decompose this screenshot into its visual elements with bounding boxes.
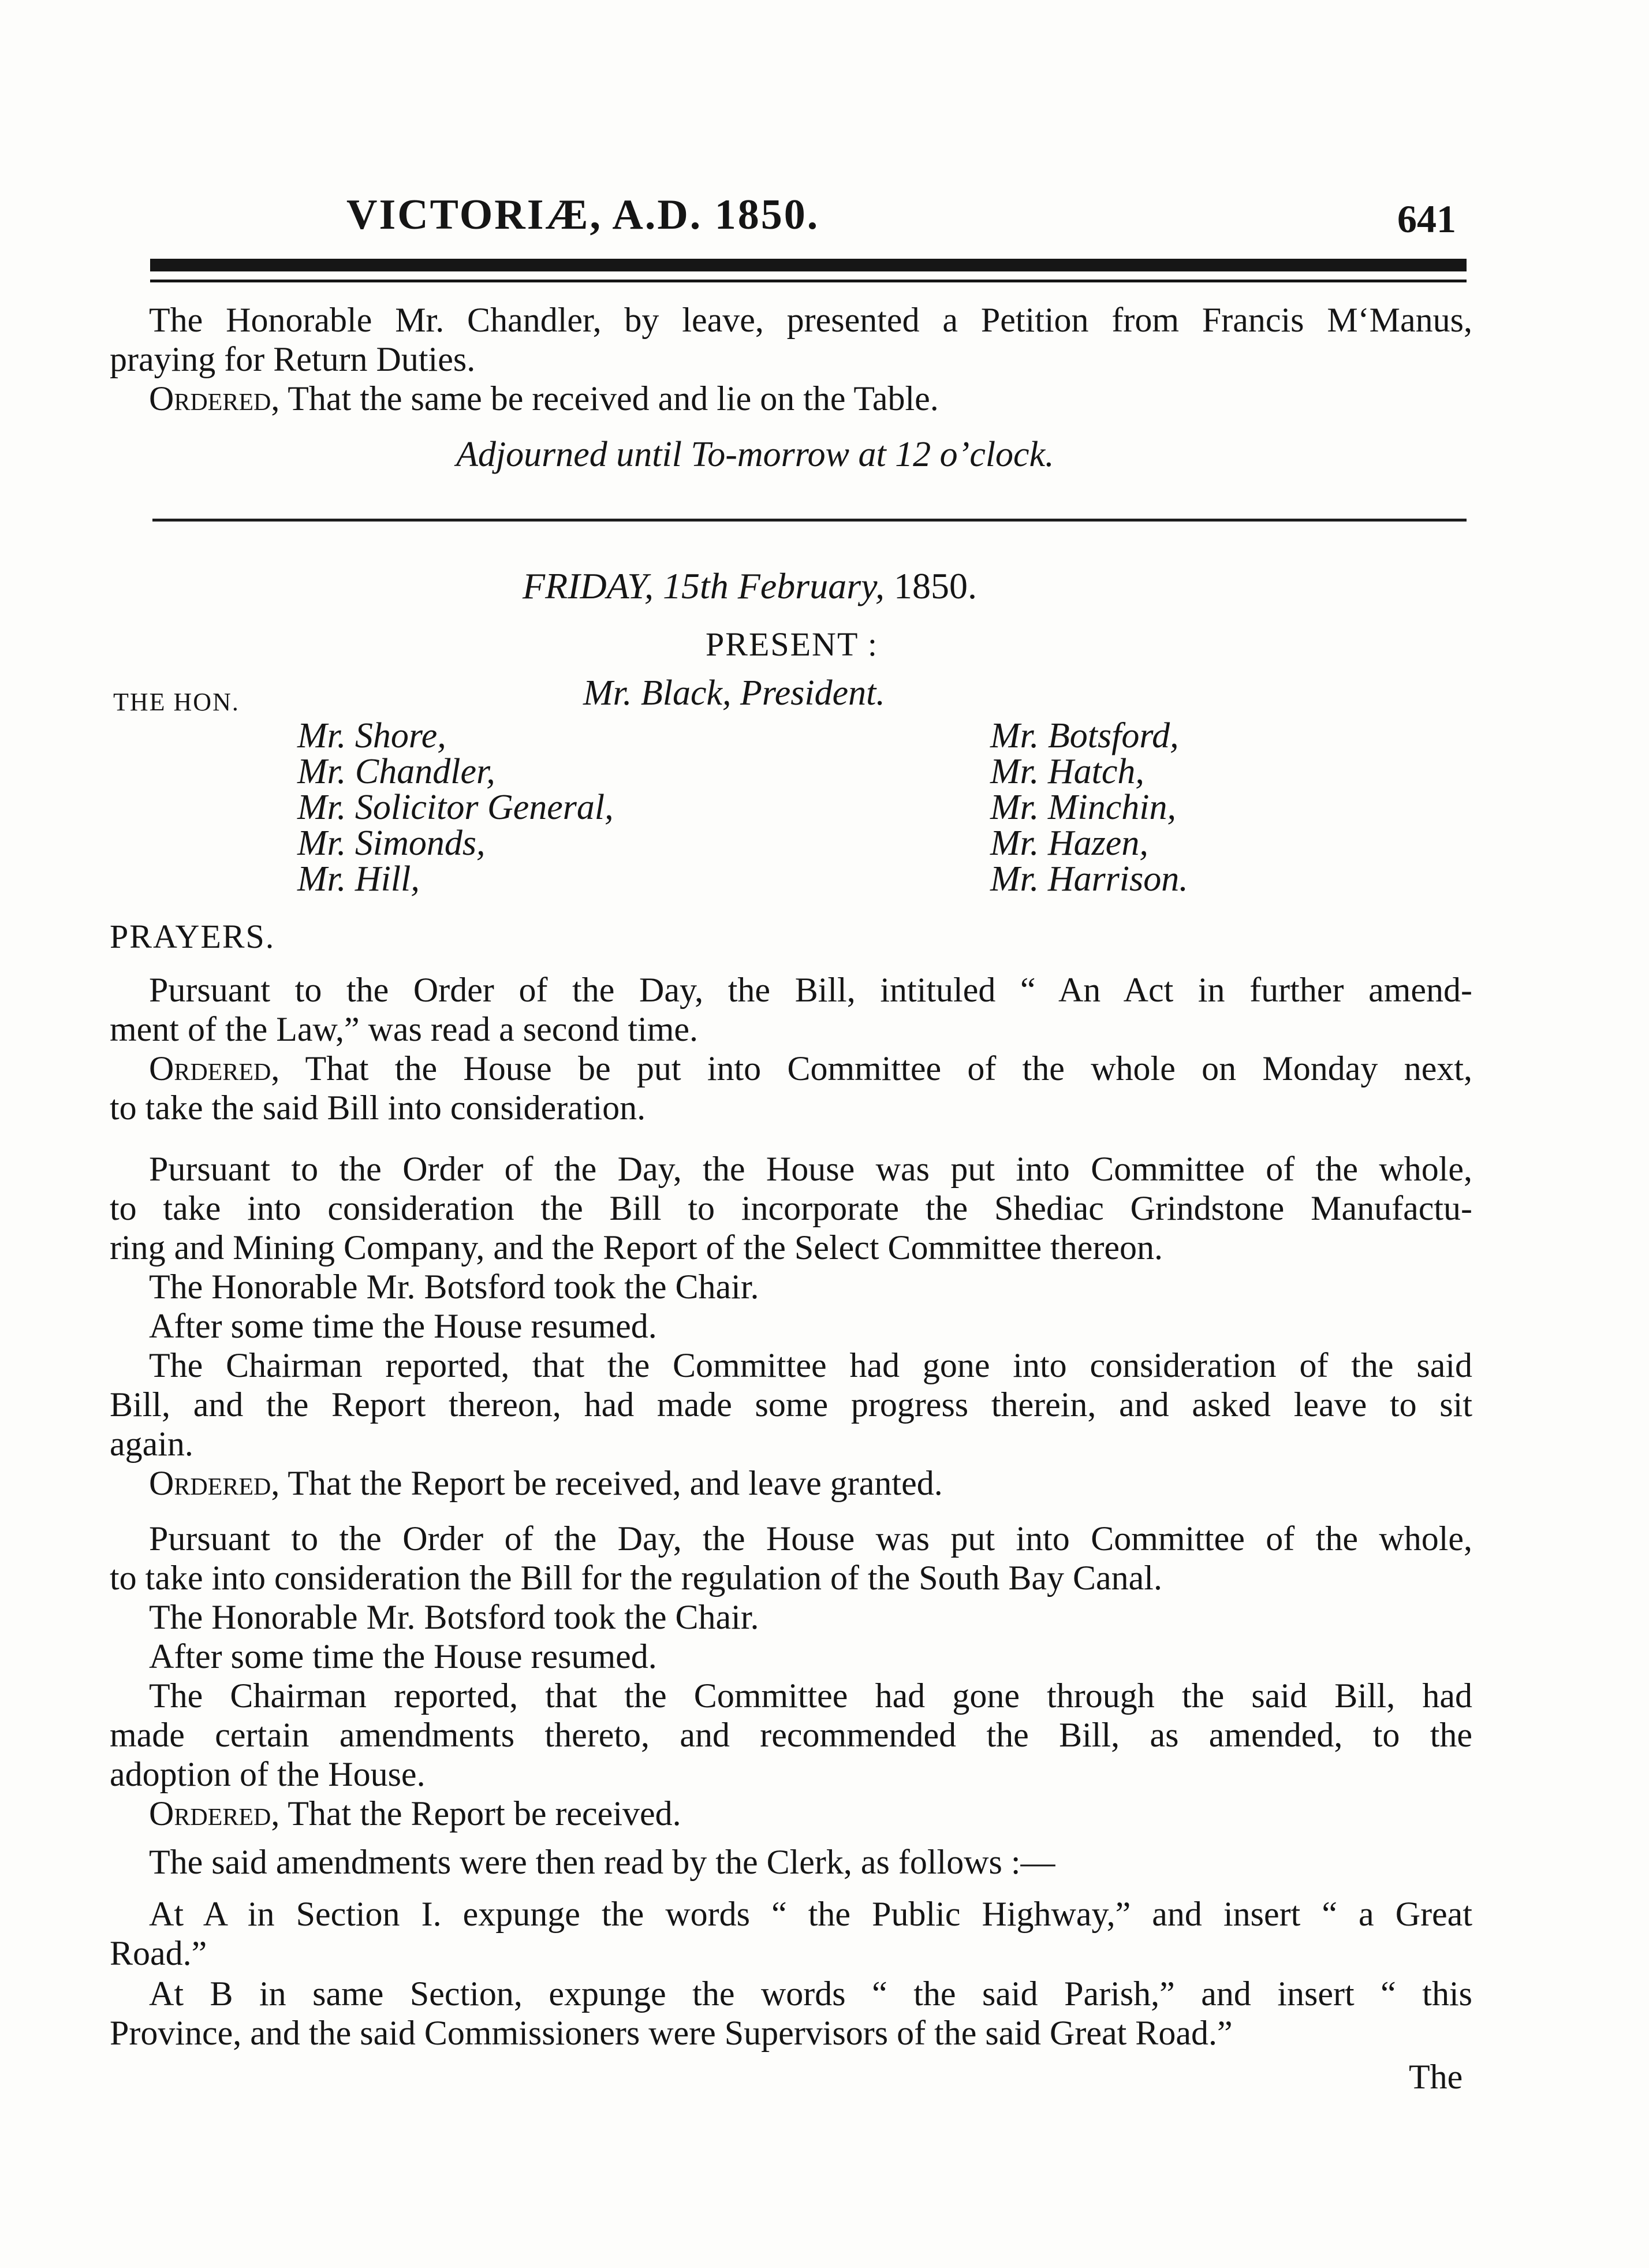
date-day: FRIDAY, — [523, 565, 654, 606]
member-left: Mr. Shore, — [297, 716, 446, 755]
text-line: Pursuant to the Order of the Day, the Bill, intituled “ An Act in further amend- — [149, 971, 1472, 1009]
text-line: praying for Return Duties. — [110, 340, 476, 378]
section-divider — [152, 519, 1467, 522]
text-line: After some time the House resumed. — [149, 1307, 657, 1345]
member-right: Mr. Hatch, — [990, 752, 1144, 791]
text-line: ment of the Law,” was read a second time. — [110, 1010, 699, 1048]
amendments-entry — [110, 1842, 1472, 1882]
amendment-a — [110, 1894, 1472, 1973]
text-line: The Chairman reported, that the Committee had gone through the said Bill, had — [149, 1677, 1472, 1715]
header-thick-rule — [150, 259, 1467, 271]
member-left: Mr. Hill, — [297, 859, 420, 899]
ordered-line — [110, 379, 1472, 418]
ordered-word: Ordered, — [149, 1049, 280, 1088]
sitting-date — [523, 565, 977, 608]
page-number: 641 — [1397, 197, 1456, 241]
text-line: The Honorable Mr. Botsford took the Chair. — [149, 1598, 759, 1636]
text-line: The Honorable Mr. Botsford took the Chair. — [149, 1268, 759, 1306]
member-right: Mr. Hazen, — [990, 824, 1148, 863]
running-head: VICTORIÆ, A.D. 1850. — [346, 191, 820, 239]
text-line: Bill, and the Report thereon, had made some progress therein, and asked leave to sit — [110, 1386, 1472, 1424]
text-line: Pursuant to the Order of the Day, the House was put into Committee of the whole, — [149, 1520, 1472, 1558]
member-right: Mr. Botsford, — [990, 716, 1179, 755]
adjournment-notice: Adjourned until To-morrow at 12 o’clock. — [456, 435, 1054, 474]
amendment-b — [110, 1974, 1472, 2053]
grindstone-committee-entry — [110, 1149, 1472, 1503]
text-line: Road.” — [110, 1934, 207, 1972]
date-year: 1850. — [884, 565, 977, 606]
member-right: Mr. Minchin, — [990, 788, 1177, 827]
opening-entry — [110, 300, 1472, 418]
text-line: After some time the House resumed. — [149, 1637, 657, 1675]
text-line: The Chairman reported, that the Committee had gone into consideration of the said — [149, 1346, 1472, 1384]
text-line: At B in same Section, expunge the words “ the said Parish,” and insert “ this — [149, 1975, 1472, 2013]
text-line: again. — [110, 1425, 193, 1463]
canal-committee-entry — [110, 1519, 1472, 1833]
president-name: Mr. Black, President. — [583, 673, 885, 713]
header-thin-rule — [150, 280, 1467, 282]
present-heading: PRESENT : — [706, 625, 878, 663]
ordered-line — [110, 1049, 1472, 1088]
date-rest: 15th February, — [654, 565, 885, 606]
text-line: ring and Mining Company, and the Report of the Select Committee thereon. — [110, 1228, 1163, 1267]
prayers-heading: PRAYERS. — [110, 918, 275, 955]
text-line: to take into consideration the Bill for the regulation of the South Bay Canal. — [110, 1559, 1162, 1597]
the-hon-label: THE HON. — [113, 688, 240, 716]
text-line: adoption of the House. — [110, 1755, 426, 1793]
ordered-word: Ordered, — [149, 1794, 280, 1833]
ordered-line — [110, 1794, 1472, 1833]
text-line: At A in Section I. expunge the words “ the Public Highway,” and insert “ a Great — [149, 1895, 1472, 1933]
member-left: Mr. Chandler, — [297, 752, 495, 791]
catchword: The — [1409, 2058, 1463, 2096]
member-left: Mr. Simonds, — [297, 824, 486, 863]
ordered-word: Ordered, — [149, 1464, 280, 1502]
text-line: to take the said Bill into consideration. — [110, 1089, 646, 1127]
text-line: Pursuant to the Order of the Day, the House was put into Committee of the whole, — [149, 1150, 1472, 1188]
member-left: Mr. Solicitor General, — [297, 788, 614, 827]
second-reading-entry — [110, 970, 1472, 1127]
ordered-line — [110, 1463, 1472, 1503]
member-right: Mr. Harrison. — [990, 859, 1188, 899]
ordered-text: That the Report be received. — [279, 1794, 681, 1833]
text-line: Province, and the said Commissioners were Supervisors of the said Great Road.” — [110, 2014, 1233, 2052]
text-line: to take into consideration the Bill to incorporate the Shediac Grindstone Manufactu- — [110, 1189, 1472, 1227]
ordered-word: Ordered, — [149, 379, 280, 418]
text-line: The said amendments were then read by the Clerk, as follows :— — [149, 1843, 1055, 1881]
ordered-text: That the same be received and lie on the Table. — [279, 379, 939, 418]
text-line: The Honorable Mr. Chandler, by leave, presented a Petition from Francis M‘Manus, — [149, 301, 1472, 339]
text-line: made certain amendments thereto, and recommended the Bill, as amended, to the — [110, 1716, 1472, 1754]
ordered-text: That the House be put into Committee of the whole on Monday next, — [279, 1049, 1472, 1088]
ordered-text: That the Report be received, and leave granted. — [279, 1464, 943, 1502]
